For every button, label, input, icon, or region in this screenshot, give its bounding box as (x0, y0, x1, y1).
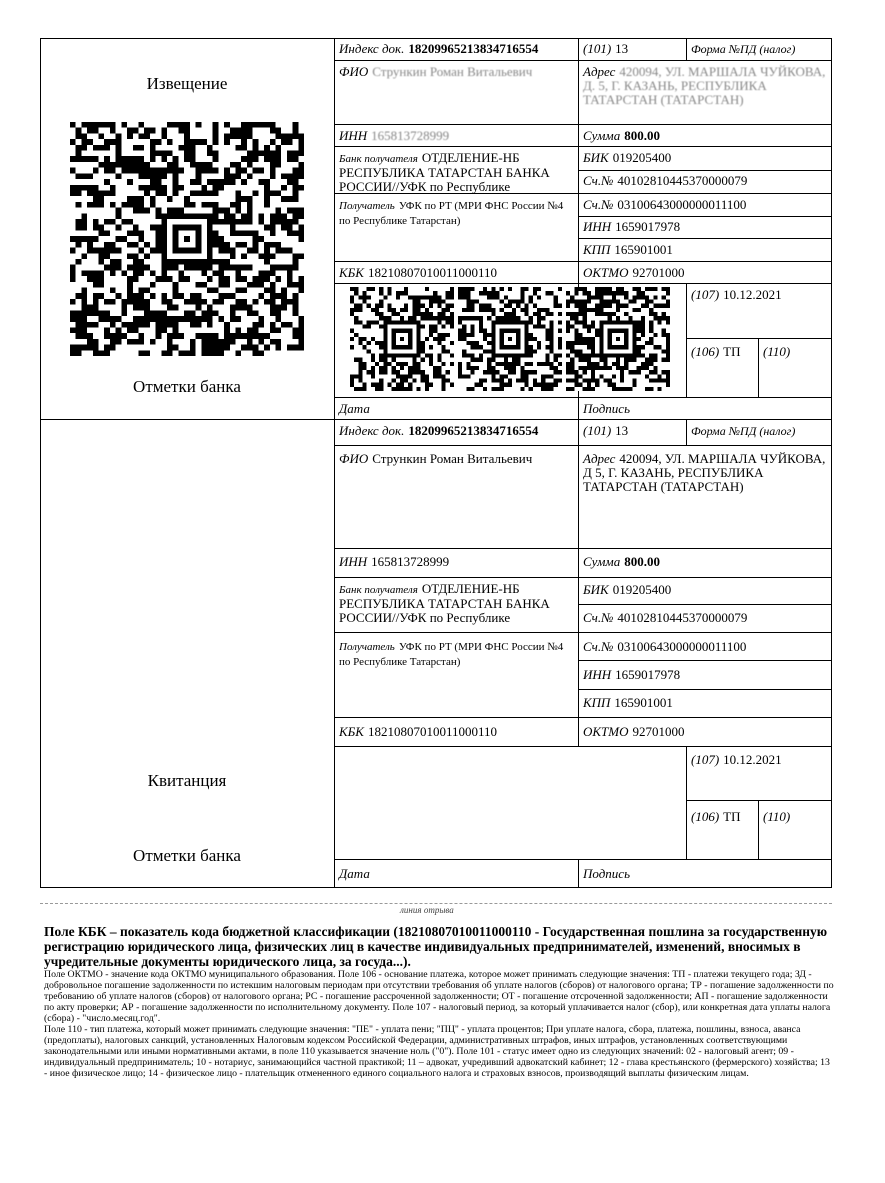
oktmo-field-2: ОКТМО 92701000 (583, 724, 685, 739)
bik-field-2: БИК 019205400 (583, 582, 672, 597)
basis-106-field-2: (106) ТП (691, 809, 741, 824)
form-label-2: Форма №ПД (налог) (691, 424, 796, 438)
date-field-2: Дата (339, 866, 370, 881)
signature-field-2: Подпись (583, 866, 630, 881)
fio-field-2: ФИО Стрункин Роман Витальевич (339, 451, 533, 466)
divider-section (40, 419, 832, 420)
period-107-field-2: (107) 10.12.2021 (691, 752, 782, 767)
signature-field: Подпись (583, 401, 630, 416)
bank-marks-label: Отметки банка (133, 377, 241, 396)
address-field: Адрес 420094, УЛ. МАРШАЛА ЧУЙКОВА, Д. 5, Г. КАЗАНЬ, РЕСПУБЛИКА ТАТАРСТАН (ТАТАРСТАН) (583, 64, 826, 107)
grid-hline (334, 60, 832, 61)
notice-title: Извещение (146, 74, 228, 93)
grid-hline (334, 261, 832, 262)
grid-hline (334, 397, 832, 398)
grid-hline (334, 632, 832, 633)
bik-field: БИК 019205400 (583, 150, 672, 165)
kbk-field: КБК 18210807010011000110 (339, 265, 497, 280)
grid-hline (578, 660, 832, 661)
recipient-field-2: Получатель УФК по РТ (МРИ ФНС России №4 по Республике Татарстан) (339, 641, 564, 668)
type-110-field: (110) (763, 344, 791, 359)
bank-field-2: Банк получателя ОТДЕЛЕНИЕ-НБ РЕСПУБЛИКА ТАТАРСТАН БАНКА РОССИИ//УФК по Республике (339, 581, 550, 625)
grid-hline (334, 548, 832, 549)
period-107-field: (107) 10.12.2021 (691, 287, 782, 302)
grid-hline (578, 170, 832, 171)
inn-recipient-field-2: ИНН 1659017978 (583, 667, 681, 682)
bank-field: Банк получателя ОТДЕЛЕНИЕ-НБ РЕСПУБЛИКА ТАТАРСТАН БАНКА РОССИИ//УФК по Республике (339, 150, 550, 194)
grid-hline (578, 238, 832, 239)
grid-hline (334, 717, 832, 718)
grid-hline (334, 124, 832, 125)
status-101-field: (101) 13 (583, 41, 629, 56)
oktmo-field: ОКТМО 92701000 (583, 265, 685, 280)
sum-field: Сумма 800.00 (583, 128, 660, 143)
status-101-field-2: (101) 13 (583, 423, 629, 438)
inn-payer-field: ИНН 165813728999 (339, 128, 450, 143)
grid-hline (686, 800, 832, 801)
kbk-field-2: КБК 18210807010011000110 (339, 724, 497, 739)
grid-hline (578, 216, 832, 217)
account-2-field: Сч.№ 03100643000000011100 (583, 197, 747, 212)
index-field-2: Индекс док. 18209965213834716554 (339, 423, 539, 438)
qr-code-small-1 (350, 287, 454, 391)
address-field-2: Адрес 420094, УЛ. МАРШАЛА ЧУЙКОВА, Д 5, Г. КАЗАНЬ, РЕСПУБЛИКА ТАТАРСТАН (ТАТАРСТАН) (583, 451, 826, 494)
inn-payer-field-2: ИНН 165813728999 (339, 554, 450, 569)
grid-hline (334, 746, 832, 747)
grid-hline (578, 604, 832, 605)
field-110-note: Поле 110 - тип платежа, который может принимать следующие значения: "ПЕ" - уплата пени; "ПЦ" - уплата процентов; При уплате налога, сбора, платежа, пошлины, взноса, аванса (предоплаты), налоговых санкций, установленных Налоговым кодексом Российской Федерации, административных штрафов, иных штрафов, установленных соответствующими законодательными или иными нормативными актами, в поле 110 указывается значение ноль ("0"). Поле 101 - статус имеет одно из следующих значений: 02 - налоговый агент; 09 - индивидуальный предприниматель; 10 - нотариус, занимающийся частной практикой; 11 – адвокат, учредивший адвокатский кабинет; 12 - глава крестьянского (фермерского) хозяйства; 13 - иное физическое лицо; 14 - физическое лицо - плательщик отмененного единого социального налога и страховых взносов, производящий выплаты физическим лицам. (44, 1024, 830, 1079)
basis-106-field: (106) ТП (691, 344, 741, 359)
grid-hline (334, 283, 832, 284)
cut-line-label: линия отрыва (400, 905, 454, 915)
form-label: Форма №ПД (налог) (691, 42, 796, 56)
fio-field: ФИО Стрункин Роман Витальевич (339, 64, 533, 79)
footnotes (44, 924, 834, 1079)
qr-code-small-3 (566, 287, 670, 391)
grid-hline (334, 445, 832, 446)
account-1-field: Сч.№ 40102810445370000079 (583, 173, 748, 188)
index-field: Индекс док. 18209965213834716554 (339, 41, 539, 56)
account-2-field-2: Сч.№ 03100643000000011100 (583, 639, 747, 654)
grid-hline (334, 146, 832, 147)
receipt-title: Квитанция (147, 771, 227, 790)
kpp-field-2: КПП 165901001 (583, 695, 673, 710)
cut-line (40, 903, 832, 904)
bank-marks-label-2: Отметки банка (133, 846, 241, 865)
grid-hline (686, 338, 832, 339)
date-field: Дата (339, 401, 370, 416)
qr-code-large (70, 122, 304, 356)
grid-hline (578, 689, 832, 690)
kbk-note: Поле КБК – показатель кода бюджетной классификации (18210807010011000110 - Государственная пошлина за государственную регистрацию юридического лица, физических лиц в качестве индивидуальных предпринимателей, изменений, вносимых в учредительные документы юридического лица, за госуда...). (44, 924, 828, 969)
oktmo-note: Поле ОКТМО - значение кода ОКТМО муниципального образования. Поле 106 - основание платежа, которое может принимать следующие значения: ТП - платежи текущего года; ЗД - добровольное погашение задолженности по истекшим налоговым периодам при отсутствии требования об уплате налогов (сборов) от налогового органа; ТР - погашение задолженности по требованию об уплате налогов (сборов) от налогового органа; РС - погашение рассроченной задолженности; ОТ - погашение отсроченной задолженности; АП - погашение задолженности по акту проверки; АР - погашение задолженности по исполнительному документу. Поле 107 - налоговый период, за который уплачивается налог (сбор), или конкретная дата уплаты налога (сбора) - "число.месяц.год". (44, 969, 834, 1024)
kpp-field: КПП 165901001 (583, 242, 673, 257)
type-110-field-2: (110) (763, 809, 791, 824)
account-1-field-2: Сч.№ 40102810445370000079 (583, 610, 748, 625)
grid-hline (334, 577, 832, 578)
recipient-field: Получатель УФК по РТ (МРИ ФНС России №4 по Республике Татарстан) (339, 200, 564, 227)
inn-recipient-field: ИНН 1659017978 (583, 219, 681, 234)
qr-code-small-2 (458, 287, 562, 391)
grid-hline (334, 859, 832, 860)
sum-field-2: Сумма 800.00 (583, 554, 660, 569)
